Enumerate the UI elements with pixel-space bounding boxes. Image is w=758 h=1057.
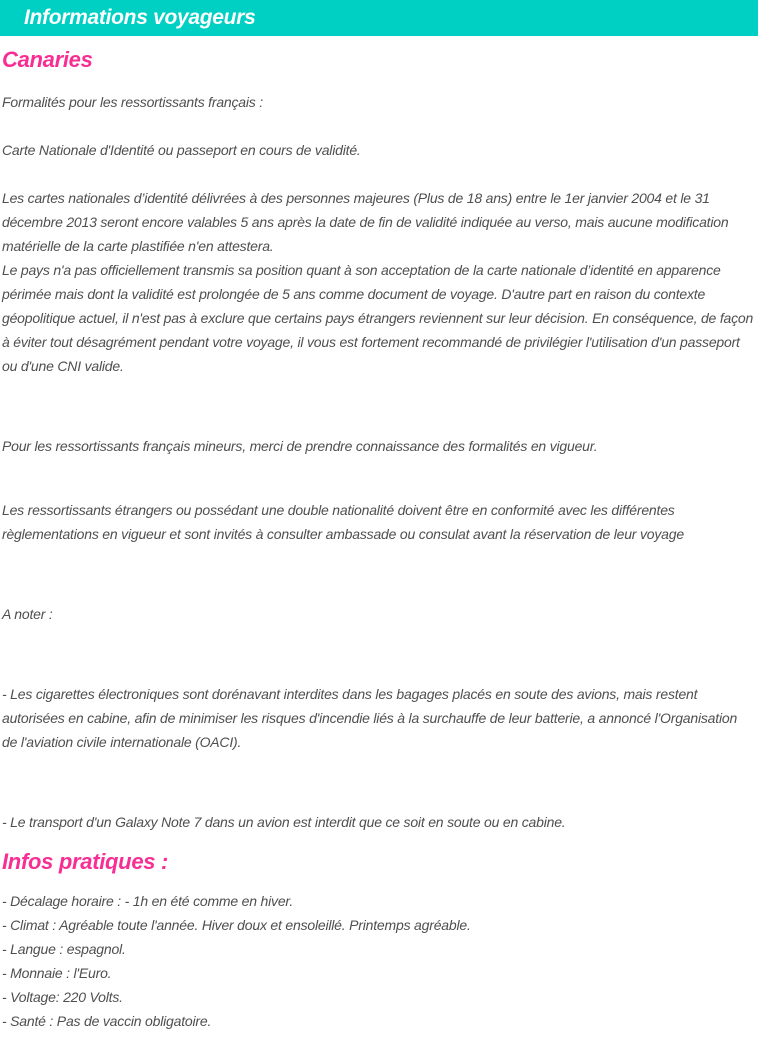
destination-heading: Canaries — [2, 47, 93, 72]
list-item-time-difference: - Décalage horaire : - 1h en été comme en hiver. — [2, 893, 294, 909]
list-item-currency: - Monnaie : l'Euro. — [2, 965, 112, 981]
paragraph-id-card: Carte Nationale d'Identité ou passeport en cours de validité. — [2, 142, 361, 158]
paragraph-country-position: Le pays n'a pas officiellement transmis sa position quant à son acceptation de la carte nationale d’identité en apparence périmée mais dont la validité est prolongée de 5 ans comme document de voyage. D'autre part en raison du contexte géopolitique actuel, il n'est pas à exclure que certains pays étrangers reviennent sur leur décision. En conséquence, de façon à éviter tout désagrément pendant votre voyage, il vous est fortement recommandé de privilégier l'utilisation d'un passeport ou d'une CNI valide. — [2, 262, 754, 374]
content-area — [0, 45, 758, 1057]
section-header-bar — [0, 0, 758, 36]
paragraph-galaxy-note: - Le transport d'un Galaxy Note 7 dans un avion est interdit que ce soit en soute ou en cabine. — [2, 814, 566, 830]
list-item-language: - Langue : espagnol. — [2, 941, 126, 957]
paragraph-foreigners: Les ressortissants étrangers ou possédant une double nationalité doivent être en conformité avec les différentes règlementations en vigueur et sont invités à consulter ambassade ou consulat avant la réservation de leur voyage — [2, 502, 684, 542]
paragraph-minors: Pour les ressortissants français mineurs, merci de prendre connaissance des formalités en vigueur. — [2, 438, 598, 454]
list-item-climate: - Climat : Agréable toute l'année. Hiver doux et ensoleillé. Printemps agréable. — [2, 917, 471, 933]
paragraph-formalities-intro: Formalités pour les ressortissants français : — [2, 94, 263, 110]
paragraph-e-cigarettes: - Les cigarettes électroniques sont dorénavant interdites dans les bagages placés en soute des avions, mais restent autorisées en cabine, afin de minimiser les risques d'incendie liés à la surchauffe de leur batterie, a annoncé l'Organisation de l'aviation civile internationale (OACI). — [2, 686, 738, 750]
practical-info-list — [2, 889, 755, 1033]
paragraph-validity-extension: Les cartes nationales d’identité délivrées à des personnes majeures (Plus de 18 ans) entre le 1er janvier 2004 et le 31 décembre 2013 seront encore valables 5 ans après la date de fin de validité indiquée au verso, mais aucune modification matérielle de la carte plastifiée n'en attestera. — [2, 190, 729, 254]
list-item-voltage: - Voltage: 220 Volts. — [2, 989, 123, 1005]
paragraph-note-label: A noter : — [2, 606, 53, 622]
list-item-health: - Santé : Pas de vaccin obligatoire. — [2, 1013, 212, 1029]
practical-info-heading: Infos pratiques : — [2, 849, 169, 874]
page-title: Informations voyageurs — [24, 6, 256, 29]
